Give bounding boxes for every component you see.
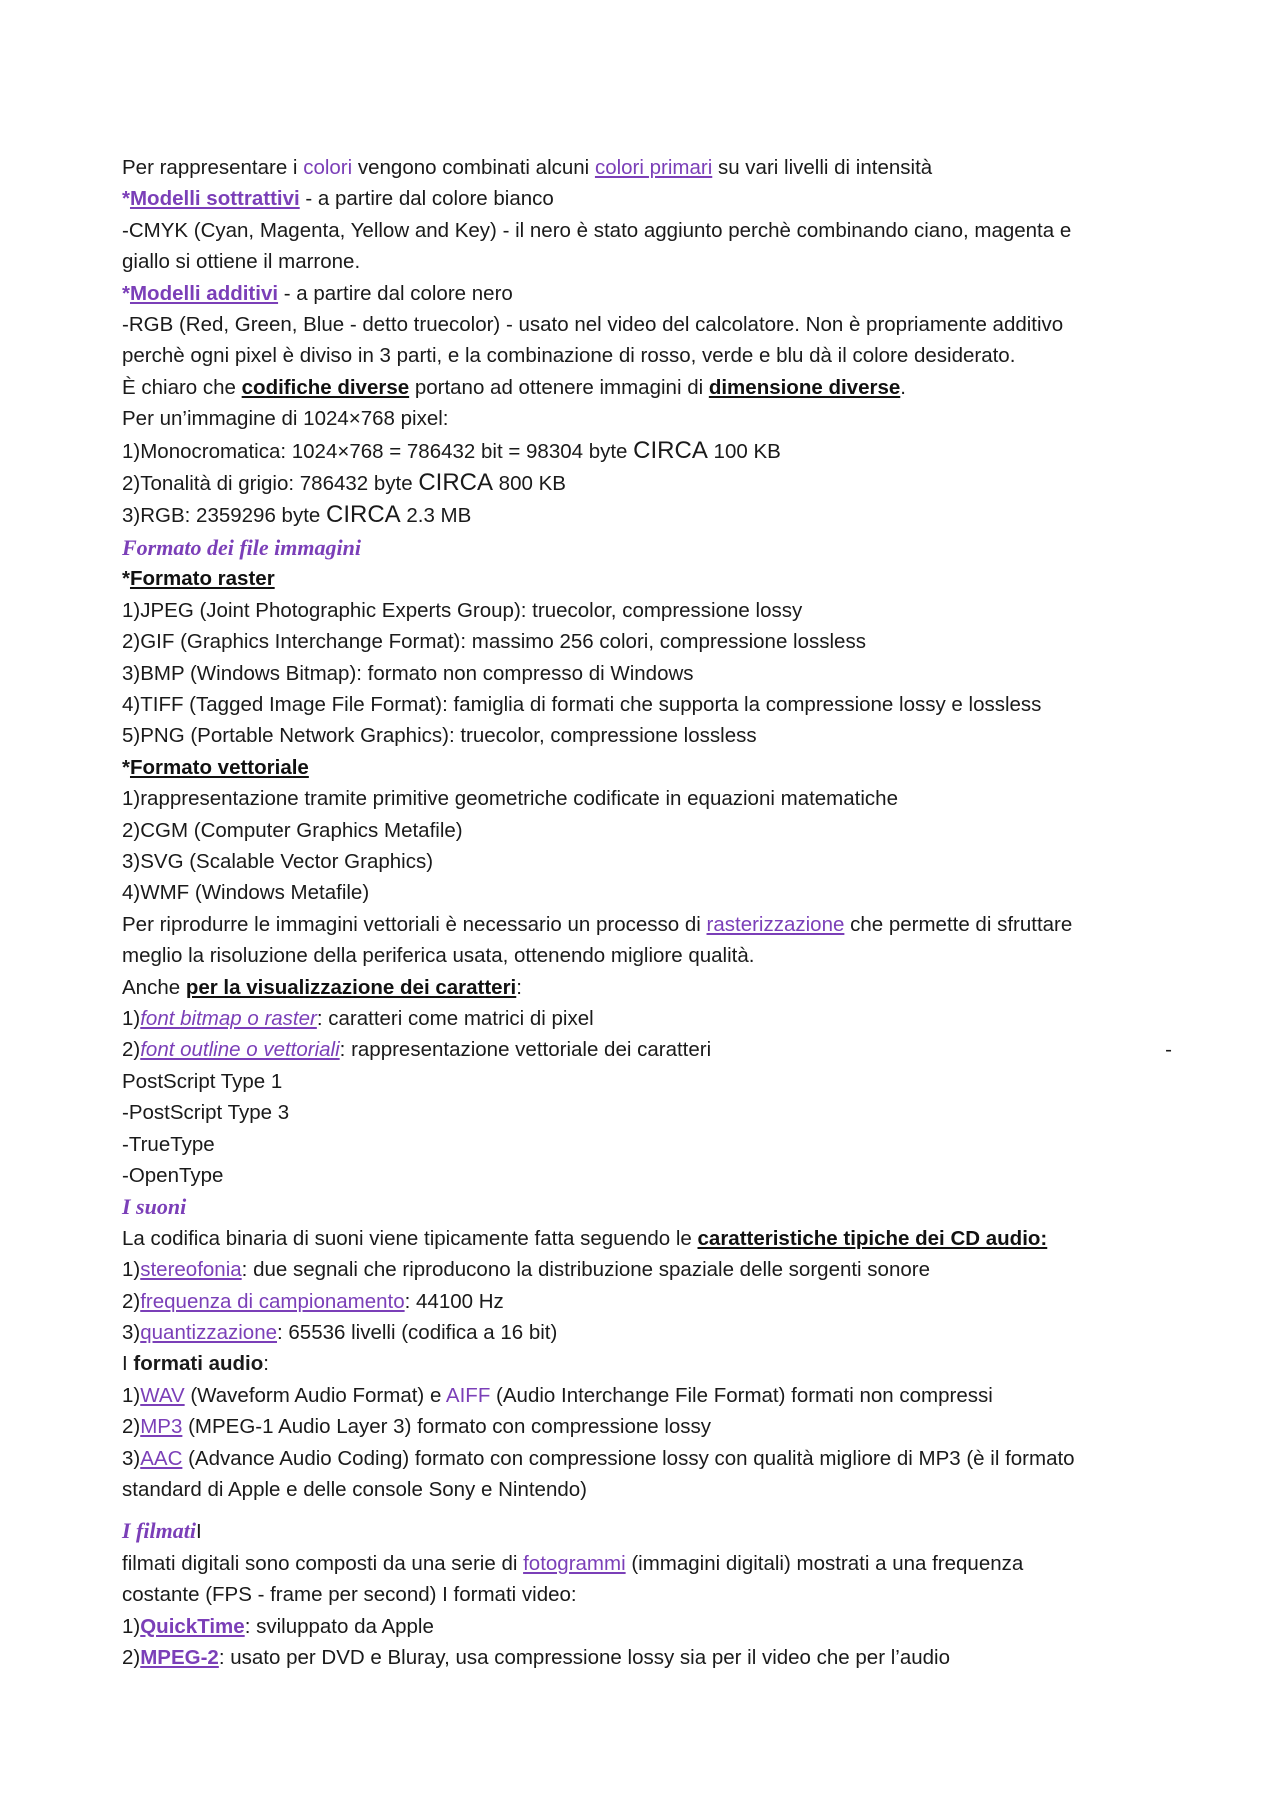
link-aiff[interactable]: AIFF — [445, 1383, 491, 1407]
line-rgb-size: 3)RGB: 2359296 byte CIRCA 2.3 MB — [122, 501, 472, 529]
list-item: 1)JPEG (Joint Photographic Experts Group): truecolor, compressione lossy — [122, 598, 803, 622]
heading-suoni: I suoni — [122, 1194, 187, 1220]
link-quantizzazione[interactable]: quantizzazione — [140, 1321, 277, 1345]
list-item: 4)TIFF (Tagged Image File Format): famiglia di formati che supporta la compressione lossy e lossless — [122, 692, 1042, 716]
link-wav[interactable]: WAV — [140, 1383, 185, 1407]
list-item: -OpenType — [122, 1164, 224, 1187]
link-modelli-additivi[interactable]: Modelli additivi — [129, 281, 279, 305]
list-item: 3)SVG (Scalable Vector Graphics) — [122, 849, 434, 873]
line-modelli-additivi: *Modelli additivi - a partire dal colore nero — [122, 281, 513, 305]
line-quantizzazione: 3)quantizzazione: 65536 livelli (codifica a 16 bit) — [122, 1321, 558, 1345]
link-colori[interactable]: colori — [303, 156, 353, 179]
line-cmyk-cont: giallo si ottiene il marrone. — [122, 250, 361, 274]
line-codifiche: È chiaro che codifiche diverse portano ad ottenere immagini di dimensione diverse. — [122, 375, 906, 399]
heading-filmati: I filmatiI — [122, 1518, 202, 1544]
link-colori-primari[interactable]: colori primari — [594, 156, 713, 179]
list-item: -PostScript Type 3 — [122, 1101, 290, 1125]
line-rgb-cont: perchè ogni pixel è diviso in 3 parti, e la combinazione di rosso, verde e blu dà il colore desiderato. — [122, 344, 1016, 368]
list-item: PostScript Type 1 — [122, 1069, 283, 1093]
list-item: -TrueType — [122, 1132, 215, 1156]
subheading-vettoriale: *Formato vettoriale — [122, 755, 309, 779]
line-rasterizzazione-cont: meglio la risoluzione della periferica usata, ottenendo migliore qualità. — [122, 944, 755, 968]
link-font-bitmap[interactable]: font bitmap o raster — [140, 1006, 317, 1030]
line-frequenza: 2)frequenza di campionamento: 44100 Hz — [122, 1289, 504, 1313]
heading-formato-file: Formato dei file immagini — [122, 534, 361, 560]
line-modelli-sottrattivi: *Modelli sottrattivi - a partire dal colore bianco — [122, 187, 554, 211]
line-formati-audio: I formati audio: — [122, 1352, 269, 1376]
paragraph-colors: Per rappresentare i colori vengono combinati alcuni colori primari su vari livelli di intensità — [122, 156, 933, 179]
line-rgb: -RGB (Red, Green, Blue - detto truecolor) - usato nel video del calcolatore. Non è propriamente additivo — [122, 313, 1064, 337]
line-aac: 3)AAC (Advance Audio Coding) formato con compressione lossy con qualità migliore di MP3 (è il formato — [122, 1446, 1075, 1470]
line-immagine-size: Per un’immagine di 1024×768 pixel: — [122, 407, 449, 431]
list-item: 5)PNG (Portable Network Graphics): truecolor, compressione lossless — [122, 724, 757, 748]
list-item: 1)rappresentazione tramite primitive geometriche codificate in equazioni matematiche — [122, 787, 898, 811]
line-font-bitmap: 1)font bitmap o raster: caratteri come matrici di pixel — [122, 1006, 594, 1030]
link-rasterizzazione[interactable]: rasterizzazione — [706, 912, 845, 936]
line-aac-cont: standard di Apple e delle console Sony e Nintendo) — [122, 1478, 587, 1502]
link-stereofonia[interactable]: stereofonia — [140, 1258, 242, 1282]
line-mp3: 2)MP3 (MPEG-1 Audio Layer 3) formato con compressione lossy — [122, 1415, 712, 1439]
line-quicktime: 1)QuickTime: sviluppato da Apple — [122, 1614, 434, 1638]
subheading-raster: *Formato raster — [122, 567, 275, 591]
line-monocromatica: 1)Monocromatica: 1024×768 = 786432 bit = 98304 byte CIRCA 100 KB — [122, 436, 781, 464]
list-item: 2)GIF (Graphics Interchange Format): massimo 256 colori, compressione lossless — [122, 630, 866, 654]
line-stereofonia: 1)stereofonia: due segnali che riproducono la distribuzione spaziale delle sorgenti sonore — [122, 1258, 930, 1282]
line-fps: costante (FPS - frame per second) I formati video: — [122, 1583, 577, 1607]
line-mpeg2: 2)MPEG-2: usato per DVD e Bluray, usa compressione lossy sia per il video che per l’audio — [122, 1646, 950, 1670]
link-font-outline[interactable]: font outline o vettoriali — [140, 1038, 340, 1062]
link-modelli-sottrattivi[interactable]: Modelli sottrattivi — [129, 187, 300, 211]
link-aac[interactable]: AAC — [140, 1446, 183, 1470]
line-rasterizzazione: Per riprodurre le immagini vettoriali è necessario un processo di rasterizzazione che permette di sfruttare — [122, 912, 1073, 936]
document-page — [122, 152, 1172, 1674]
line-caratteri: Anche per la visualizzazione dei caratteri: — [122, 975, 522, 999]
line-grigio: 2)Tonalità di grigio: 786432 byte CIRCA 800 KB — [122, 469, 566, 497]
line-wav: 1)WAV (Waveform Audio Format) e AIFF (Audio Interchange File Format) formati non compressi — [122, 1383, 993, 1407]
link-fotogrammi[interactable]: fotogrammi — [523, 1551, 626, 1575]
link-mp3[interactable]: MP3 — [140, 1415, 183, 1439]
line-cd-audio: La codifica binaria di suoni viene tipicamente fatta seguendo le caratteristiche tipiche dei CD audio: — [122, 1226, 1048, 1250]
line-font-outline: 2)font outline o vettoriali: rappresentazione vettoriale dei caratteri - — [122, 1038, 1172, 1062]
link-frequenza[interactable]: frequenza di campionamento — [140, 1289, 405, 1313]
line-fotogrammi: filmati digitali sono composti da una serie di fotogrammi (immagini digitali) mostrati a una frequenza — [122, 1551, 1024, 1575]
link-quicktime[interactable]: QuickTime — [140, 1614, 245, 1638]
line-cmyk: -CMYK (Cyan, Magenta, Yellow and Key) - il nero è stato aggiunto perchè combinando ciano, magenta e — [122, 218, 1072, 242]
link-mpeg2[interactable]: MPEG-2 — [140, 1646, 219, 1670]
list-item: 3)BMP (Windows Bitmap): formato non compresso di Windows — [122, 661, 694, 685]
list-item: 4)WMF (Windows Metafile) — [122, 881, 370, 905]
list-item: 2)CGM (Computer Graphics Metafile) — [122, 818, 463, 842]
spacer — [122, 1505, 1172, 1515]
